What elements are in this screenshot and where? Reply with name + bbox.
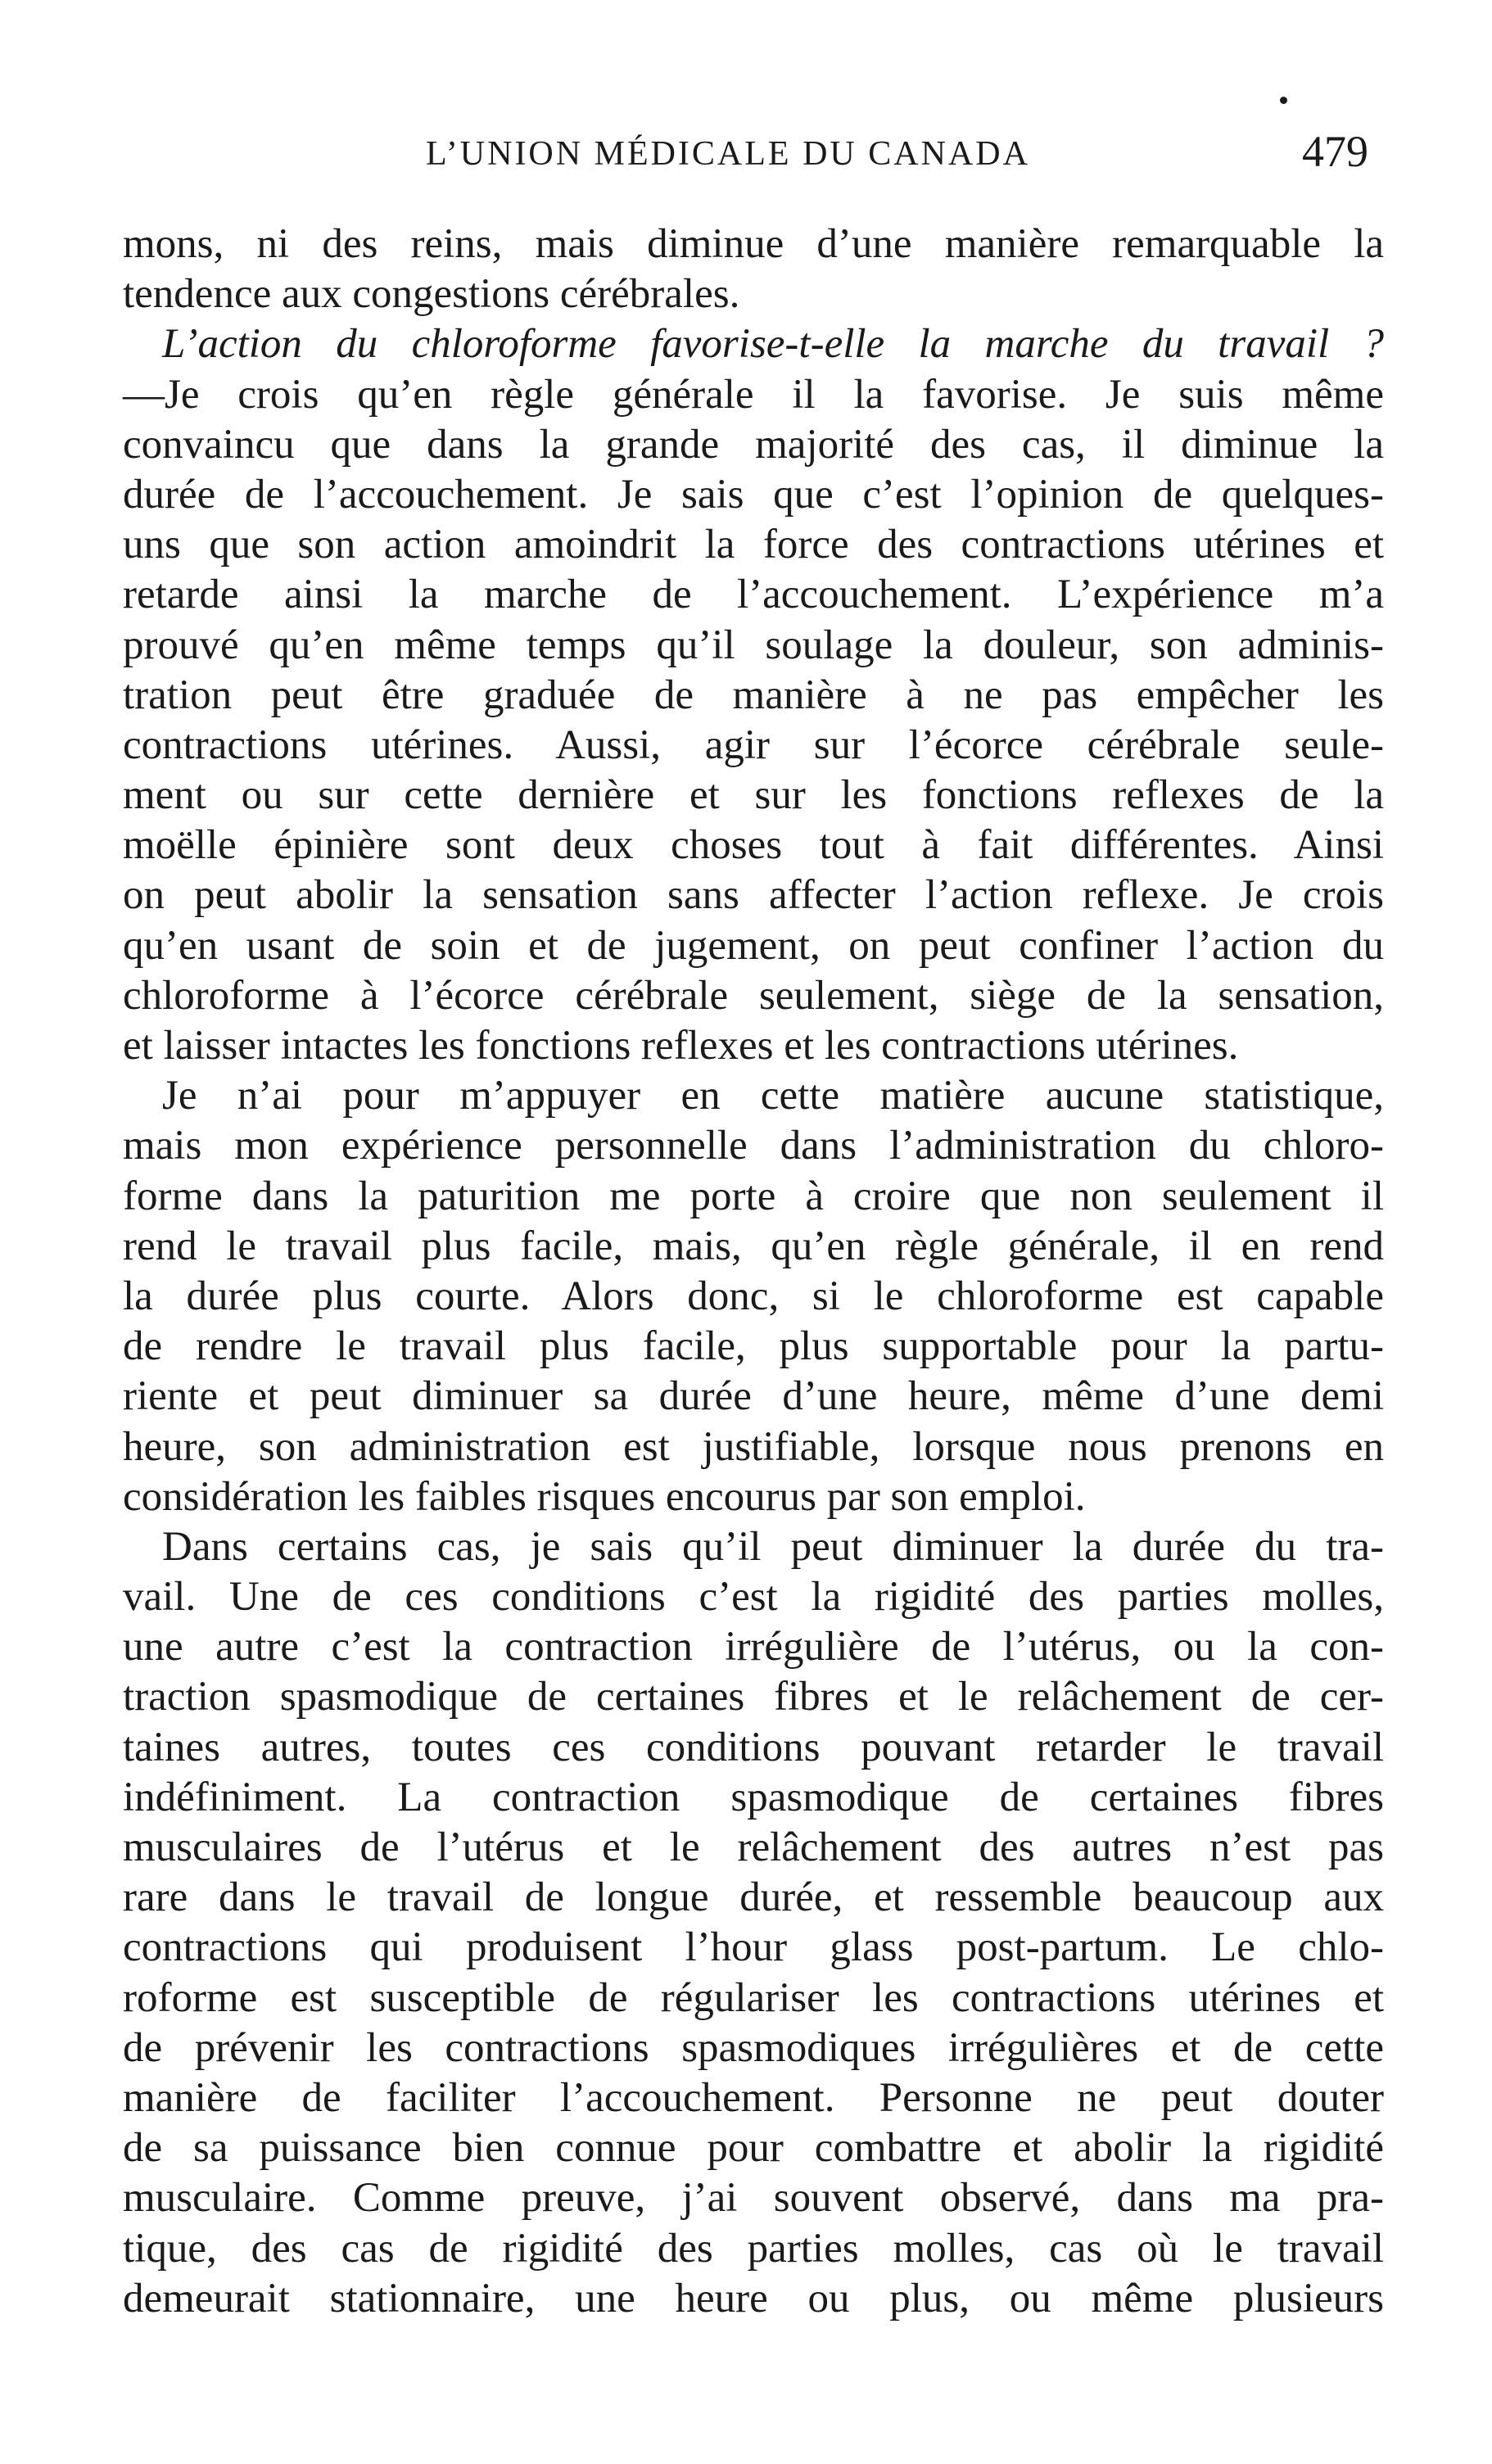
text-line: de rendre le travail plus facile, plus supportable pour la partu- [123,1323,1384,1370]
text-line: rare dans le travail de longue durée, et ressemble beaucoup aux [123,1874,1384,1921]
text-line: uns que son action amoindrit la force des contractions utérines et [123,522,1384,568]
body-text [123,219,1384,2324]
text-line: on peut abolir la sensation sans affecter l’action reflexe. Je crois [123,872,1384,919]
text-line: contractions qui produisent l’hour glass post-partum. Le chlo- [123,1924,1384,1971]
text-line: tique, des cas de rigidité des parties molles, cas où le travail [123,2225,1384,2272]
text-line: et laisser intactes les fonctions reflexes et les contractions utérines. [123,1023,1239,1069]
text-line: taines autres, toutes ces conditions pouvant retarder le travail [123,1724,1384,1770]
text-line: qu’en usant de soin et de jugement, on peut confiner l’action du [123,922,1384,969]
text-line: tendence aux congestions cérébrales. [123,271,740,318]
text-line: tration peut être graduée de manière à ne pas empêcher les [123,671,1384,718]
text-line: rend le travail plus facile, mais, qu’en règle générale, il en rend [123,1223,1384,1269]
text-line: mons, ni des reins, mais diminue d’une manière remarquable la [123,221,1384,267]
text-line: contractions utérines. Aussi, agir sur l’écorce cérébrale seule- [123,721,1384,768]
text-line: durée de l’accouchement. Je sais que c’est l’opinion de quelques- [123,471,1384,518]
text-line: convaincu que dans la grande majorité des cas, il diminue la [123,421,1384,468]
page-number: 479 [1302,127,1368,176]
text-line: prouvé qu’en même temps qu’il soulage la douleur, son adminis- [123,622,1384,668]
text-line: vail. Une de ces conditions c’est la rigidité des parties molles, [123,1574,1384,1621]
text-line: forme dans la paturition me porte à croire que non seulement il [123,1173,1384,1219]
text-line: considération les faibles risques encourus par son emploi. [123,1473,1086,1520]
text-line: musculaires de l’utérus et le relâchement des autres n’est pas [123,1824,1384,1870]
text-line: mais mon expérience personnelle dans l’administration du chloro- [123,1123,1384,1169]
text-line: roforme est susceptible de régulariser les contractions utérines et [123,1974,1384,2021]
section-question: L’action du chloroforme favorise-t-elle la marche du travail ? [162,321,1384,368]
text-line: moëlle épinière sont deux choses tout à fait différentes. Ainsi [123,822,1384,869]
text-line: Je n’ai pour m’appuyer en cette matière aucune statistique, [162,1073,1384,1119]
text-line: —Je crois qu’en règle générale il la favorise. Je suis même [123,371,1384,418]
text-line: demeurait stationnaire, une heure ou plus, ou même plusieurs [123,2275,1384,2322]
text-line: retarde ainsi la marche de l’accouchement. L’expérience m’a [123,572,1384,618]
text-line: manière de faciliter l’accouchement. Personne ne peut douter [123,2074,1384,2121]
text-line: de prévenir les contractions spasmodiques irrégulières et de cette [123,2024,1384,2071]
running-head: L’UNION MÉDICALE DU CANADA [426,135,1030,173]
text-line: Dans certains cas, je sais qu’il peut diminuer la durée du tra- [162,1523,1384,1570]
text-line: ment ou sur cette dernière et sur les fonctions reflexes de la [123,772,1384,819]
text-line: une autre c’est la contraction irrégulière de l’utérus, ou la con- [123,1624,1384,1671]
page-header [0,123,1492,180]
text-line: de sa puissance bien connue pour combattre et abolir la rigidité [123,2125,1384,2172]
text-line: indéfiniment. La contraction spasmodique de certaines fibres [123,1774,1384,1820]
text-line: riente et peut diminuer sa durée d’une heure, même d’une demi [123,1373,1384,1420]
text-line: heure, son administration est justifiable, lorsque nous prenons en [123,1423,1384,1470]
text-line: chloroforme à l’écorce cérébrale seulement, siège de la sensation, [123,972,1384,1019]
text-line: musculaire. Comme preuve, j’ai souvent observé, dans ma pra- [123,2175,1384,2222]
ink-dot [1280,97,1287,104]
text-line: la durée plus courte. Alors donc, si le chloroforme est capable [123,1273,1384,1319]
text-line: traction spasmodique de certaines fibres et le relâchement de cer- [123,1674,1384,1720]
